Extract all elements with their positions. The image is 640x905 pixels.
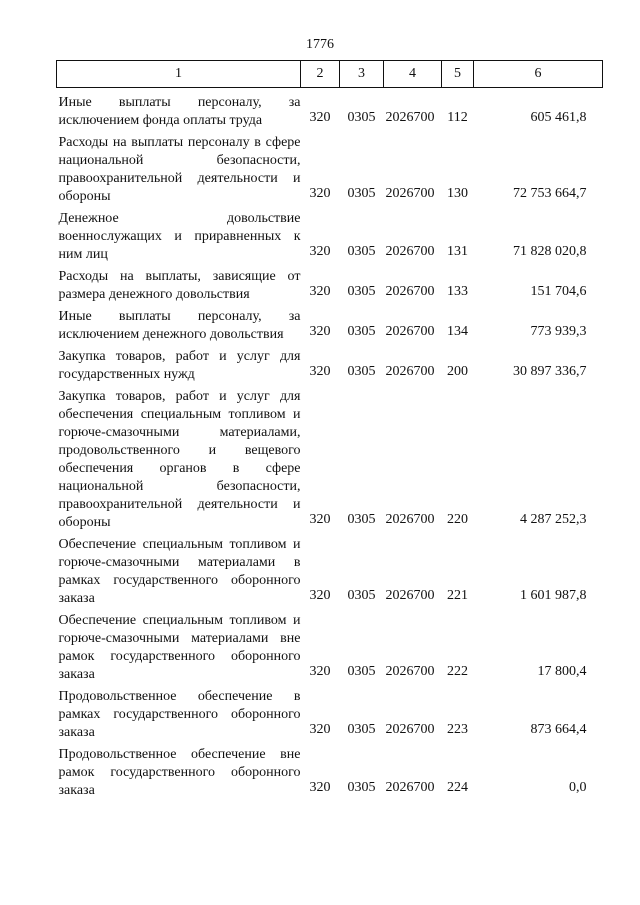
column-header: 2 xyxy=(301,61,340,88)
table-row xyxy=(57,264,603,304)
table-body xyxy=(57,88,603,801)
column-header: 5 xyxy=(442,61,474,88)
row-code-4: 2026700 xyxy=(385,512,435,527)
row-description: Продовольственное обеспечение вне рамок государственного оборонного заказа xyxy=(58,747,301,798)
row-code-3: 0305 xyxy=(347,588,376,603)
row-amount: 773 939,3 xyxy=(530,324,587,339)
row-code-4: 2026700 xyxy=(385,186,435,201)
row-code-5: 221 xyxy=(447,588,468,603)
row-code-3: 0305 xyxy=(347,284,376,299)
row-code-2: 320 xyxy=(309,186,331,201)
row-code-3: 0305 xyxy=(347,722,376,737)
row-description: Закупка товаров, работ и услуг для обеспечения специальным топливом и горюче-смазочными материалами, продовольственного и вещевого обеспечения органов в сфере национальной безопасности, правоохранительной деятельности и обороны xyxy=(58,389,301,530)
column-header: 6 xyxy=(474,61,603,88)
row-description: Расходы на выплаты персоналу в сфере национальной безопасности, правоохранительной деятельности и обороны xyxy=(58,135,301,204)
row-code-3: 0305 xyxy=(347,780,376,795)
row-description: Закупка товаров, работ и услуг для государственных нужд xyxy=(58,349,301,382)
row-amount: 4 287 252,3 xyxy=(520,512,587,527)
row-code-2: 320 xyxy=(309,722,331,737)
row-code-5: 224 xyxy=(447,780,468,795)
row-code-5: 131 xyxy=(447,244,468,259)
row-amount: 71 828 020,8 xyxy=(513,244,587,259)
row-amount: 30 897 336,7 xyxy=(513,364,587,379)
row-code-4: 2026700 xyxy=(385,110,435,125)
row-code-3: 0305 xyxy=(347,664,376,679)
row-code-2: 320 xyxy=(309,780,331,795)
row-amount: 1 601 987,8 xyxy=(520,588,587,603)
row-code-4: 2026700 xyxy=(385,244,435,259)
row-description: Расходы на выплаты, зависящие от размера денежного довольствия xyxy=(58,269,301,302)
table-row xyxy=(57,608,603,684)
row-description: Иные выплаты персоналу, за исключением фонда оплаты труда xyxy=(58,95,301,128)
row-code-2: 320 xyxy=(309,664,331,679)
row-code-4: 2026700 xyxy=(385,284,435,299)
table-row xyxy=(57,742,603,800)
row-code-5: 112 xyxy=(447,110,468,125)
row-code-5: 134 xyxy=(447,324,468,339)
row-description: Денежное довольствие военнослужащих и приравненных к ним лиц xyxy=(58,211,301,262)
row-amount: 151 704,6 xyxy=(530,284,587,299)
table-row xyxy=(57,384,603,532)
row-code-3: 0305 xyxy=(347,364,376,379)
row-code-4: 2026700 xyxy=(385,664,435,679)
row-code-3: 0305 xyxy=(347,186,376,201)
row-description: Иные выплаты персоналу, за исключением денежного довольствия xyxy=(58,309,301,342)
table-row xyxy=(57,532,603,608)
row-code-4: 2026700 xyxy=(385,324,435,339)
row-code-4: 2026700 xyxy=(385,364,435,379)
row-code-2: 320 xyxy=(309,324,331,339)
table-row xyxy=(57,684,603,742)
row-amount: 72 753 664,7 xyxy=(513,186,587,201)
table-row xyxy=(57,88,603,131)
row-code-3: 0305 xyxy=(347,512,376,527)
column-header: 4 xyxy=(384,61,442,88)
page-number: 1776 xyxy=(306,37,334,52)
row-code-2: 320 xyxy=(309,284,331,299)
row-code-3: 0305 xyxy=(347,244,376,259)
row-code-5: 223 xyxy=(447,722,468,737)
row-description: Продовольственное обеспечение в рамках государственного оборонного заказа xyxy=(58,689,301,740)
table-row xyxy=(57,206,603,264)
row-code-4: 2026700 xyxy=(385,722,435,737)
row-code-2: 320 xyxy=(309,512,331,527)
budget-table xyxy=(56,60,603,800)
row-description: Обеспечение специальным топливом и горюче-смазочными материалами в рамках государственного оборонного заказа xyxy=(58,537,301,606)
row-amount: 873 664,4 xyxy=(530,722,587,737)
table-row xyxy=(57,130,603,206)
row-code-5: 222 xyxy=(447,664,468,679)
row-code-4: 2026700 xyxy=(385,588,435,603)
row-code-4: 2026700 xyxy=(385,780,435,795)
row-code-3: 0305 xyxy=(347,110,376,125)
row-code-5: 133 xyxy=(447,284,468,299)
row-description: Обеспечение специальным топливом и горюче-смазочными материалами вне рамок государственного оборонного заказа xyxy=(58,613,301,682)
row-amount: 0,0 xyxy=(569,780,587,795)
table-header-row xyxy=(57,61,603,88)
column-header: 1 xyxy=(57,61,301,88)
row-code-5: 130 xyxy=(447,186,468,201)
row-code-5: 220 xyxy=(447,512,468,527)
row-amount: 17 800,4 xyxy=(537,664,587,679)
row-code-2: 320 xyxy=(309,364,331,379)
row-amount: 605 461,8 xyxy=(530,110,587,125)
table-row xyxy=(57,304,603,344)
row-code-2: 320 xyxy=(309,244,331,259)
table-row xyxy=(57,344,603,384)
row-code-5: 200 xyxy=(447,364,468,379)
row-code-2: 320 xyxy=(309,110,331,125)
row-code-2: 320 xyxy=(309,588,331,603)
row-code-3: 0305 xyxy=(347,324,376,339)
column-header: 3 xyxy=(340,61,384,88)
